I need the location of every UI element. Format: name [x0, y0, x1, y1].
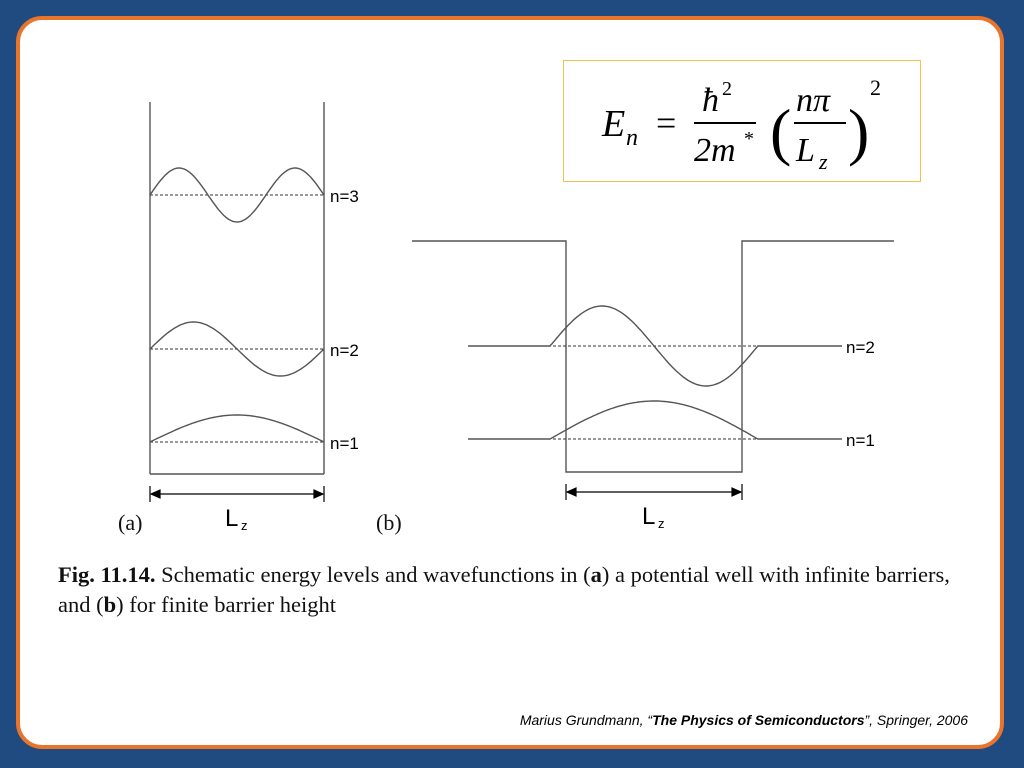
citation-book: The Physics of Semiconductors [652, 712, 865, 728]
dim-a-label-sub: z [241, 518, 248, 533]
formula-den: 2m [694, 132, 736, 169]
wavefunction-b-n1 [468, 401, 842, 439]
caption-text-2: ) a potential well with infinite barriers, and ( [58, 562, 950, 617]
dim-a-label: L [225, 505, 239, 532]
level-label-a-n2: n=2 [330, 341, 359, 360]
caption-text-1: Schematic energy levels and wavefunctions in ( [155, 562, 591, 587]
formula-den-sup: * [744, 128, 754, 150]
slide [16, 16, 1004, 749]
panel-a-tag: (a) [118, 510, 143, 535]
formula-outer-exp: 2 [870, 75, 881, 100]
formula-lhs: E [602, 103, 626, 145]
formula-paren-open: ( [770, 96, 792, 167]
formula-lhs-sub: n [626, 125, 638, 151]
dim-b-label-sub: z [658, 516, 665, 531]
caption-text-3: ) for finite barrier height [116, 592, 337, 617]
caption-a: a [590, 562, 602, 587]
quantum-well-diagram [20, 20, 1000, 560]
figure-caption [58, 560, 978, 620]
caption-b: b [103, 592, 117, 617]
formula-num: ħ [702, 82, 719, 119]
formula-inner-den-sub: z [819, 149, 828, 174]
formula-inner-den: L [796, 132, 815, 169]
level-label-a-n1: n=1 [330, 434, 359, 453]
level-label-b-n1: n=1 [846, 431, 875, 450]
citation [520, 712, 968, 728]
formula-num-sup: 2 [722, 78, 732, 100]
citation-rest: ”, Springer, 2006 [864, 712, 968, 728]
formula-equals: = [656, 103, 677, 143]
panel-b-tag: (b) [376, 510, 402, 535]
dim-a-arrow-right [314, 490, 323, 498]
level-label-a-n3: n=3 [330, 187, 359, 206]
dim-b-arrow-left [567, 488, 576, 496]
well-b-potential [412, 241, 894, 472]
dim-b-arrow-right [732, 488, 741, 496]
level-label-b-n2: n=2 [846, 338, 875, 357]
dim-b-label: L [642, 503, 656, 530]
dim-a-arrow-left [151, 490, 160, 498]
citation-author: Marius Grundmann, “ [519, 712, 653, 728]
caption-fig-label: Fig. 11.14. [58, 562, 156, 587]
formula-paren-close: ) [848, 96, 870, 167]
wavefunction-a-n1 [150, 415, 324, 442]
formula-inner-num: nπ [796, 82, 831, 119]
